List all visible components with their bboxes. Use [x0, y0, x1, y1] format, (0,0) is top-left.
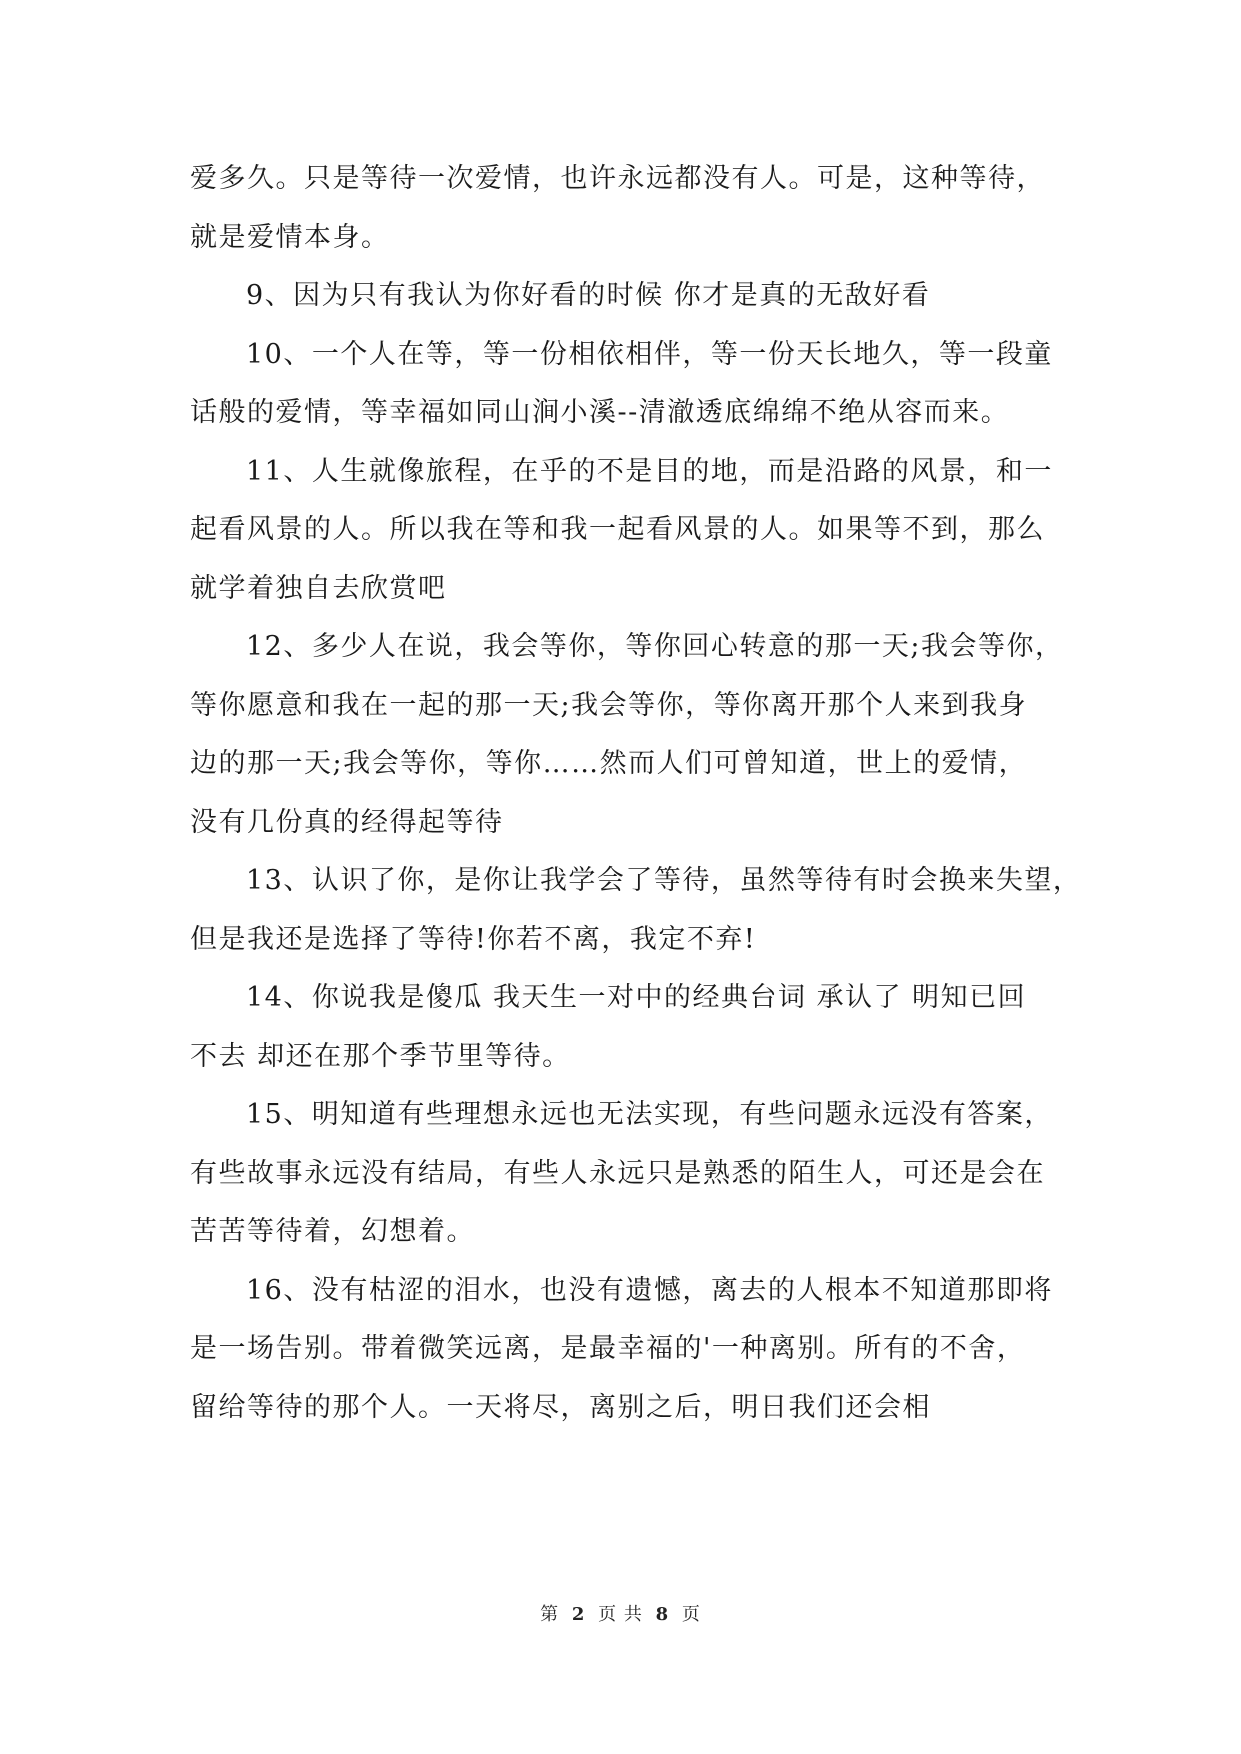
- text-line: 14、你说我是傻瓜 我天生一对中的经典台词 承认了 明知已回: [246, 982, 1027, 1013]
- page-footer: [0, 1600, 1241, 1626]
- text-line: 15、明知道有些理想永远也无法实现，有些问题永远没有答案，: [246, 1099, 1053, 1130]
- text-line: 但是我还是选择了等待!你若不离，我定不弃!: [190, 923, 757, 955]
- paragraph: [190, 1086, 1053, 1262]
- total-pages-number: 8: [655, 1604, 670, 1625]
- text-line: 13、认识了你，是你让我学会了等待，虽然等待有时会换来失望，: [246, 865, 1082, 896]
- text-line: 留给等待的那个人。一天将尽，离别之后，明日我们还会相: [190, 1391, 931, 1423]
- text-line: 11、人生就像旅程，在乎的不是目的地，而是沿路的风景，和一: [246, 455, 1053, 487]
- paragraph: [190, 150, 1050, 267]
- paragraph: [190, 326, 1053, 443]
- text-line: 就学着独自去欣赏吧: [190, 572, 447, 604]
- text-line: 不去 却还在那个季节里等待。: [190, 1040, 571, 1072]
- text-line: 就是爱情本身。: [190, 221, 390, 253]
- text-line: 9、因为只有我认为你好看的时候 你才是真的无敌好看: [246, 280, 931, 311]
- text-line: 话般的爱情，等幸福如同山涧小溪--清澈透底绵绵不绝从容而来。: [190, 397, 1010, 428]
- paragraph: [190, 852, 1082, 969]
- current-page-number: 2: [571, 1604, 586, 1625]
- paragraph: [190, 1262, 1053, 1438]
- text-line: 边的那一天;我会等你，等你……然而人们可曾知道，世上的爱情，: [190, 748, 1028, 779]
- footer-middle: 页 共: [598, 1604, 643, 1625]
- text-line: 12、多少人在说，我会等你，等你回心转意的那一天;我会等你，: [246, 631, 1064, 662]
- text-line: 16、没有枯涩的泪水，也没有遗憾，离去的人根本不知道那即将: [246, 1274, 1053, 1306]
- paragraph: [190, 267, 1050, 326]
- text-line: 有些故事永远没有结局，有些人永远只是熟悉的陌生人，可还是会在: [190, 1157, 1045, 1189]
- text-line: 苦苦等待着，幻想着。: [190, 1216, 475, 1247]
- text-line: 是一场告别。带着微笑远离，是最幸福的'一种离别。所有的不舍，: [190, 1333, 1026, 1364]
- paragraph: [190, 969, 1050, 1086]
- footer-suffix: 页: [681, 1604, 701, 1625]
- paragraph: [190, 443, 1053, 619]
- body-text: [190, 150, 1082, 1437]
- footer-prefix: 第: [540, 1604, 560, 1625]
- text-line: 没有几份真的经得起等待: [190, 806, 504, 838]
- text-line: 10、一个人在等，等一份相依相伴，等一份天长地久，等一段童: [246, 338, 1053, 370]
- text-line: 起看风景的人。所以我在等和我一起看风景的人。如果等不到，那么: [190, 514, 1045, 545]
- text-line: 爱多久。只是等待一次爱情，也许永远都没有人。可是，这种等待，: [190, 163, 1045, 194]
- paragraph: [190, 618, 1064, 852]
- text-line: 等你愿意和我在一起的那一天;我会等你，等你离开那个人来到我身: [190, 689, 1028, 721]
